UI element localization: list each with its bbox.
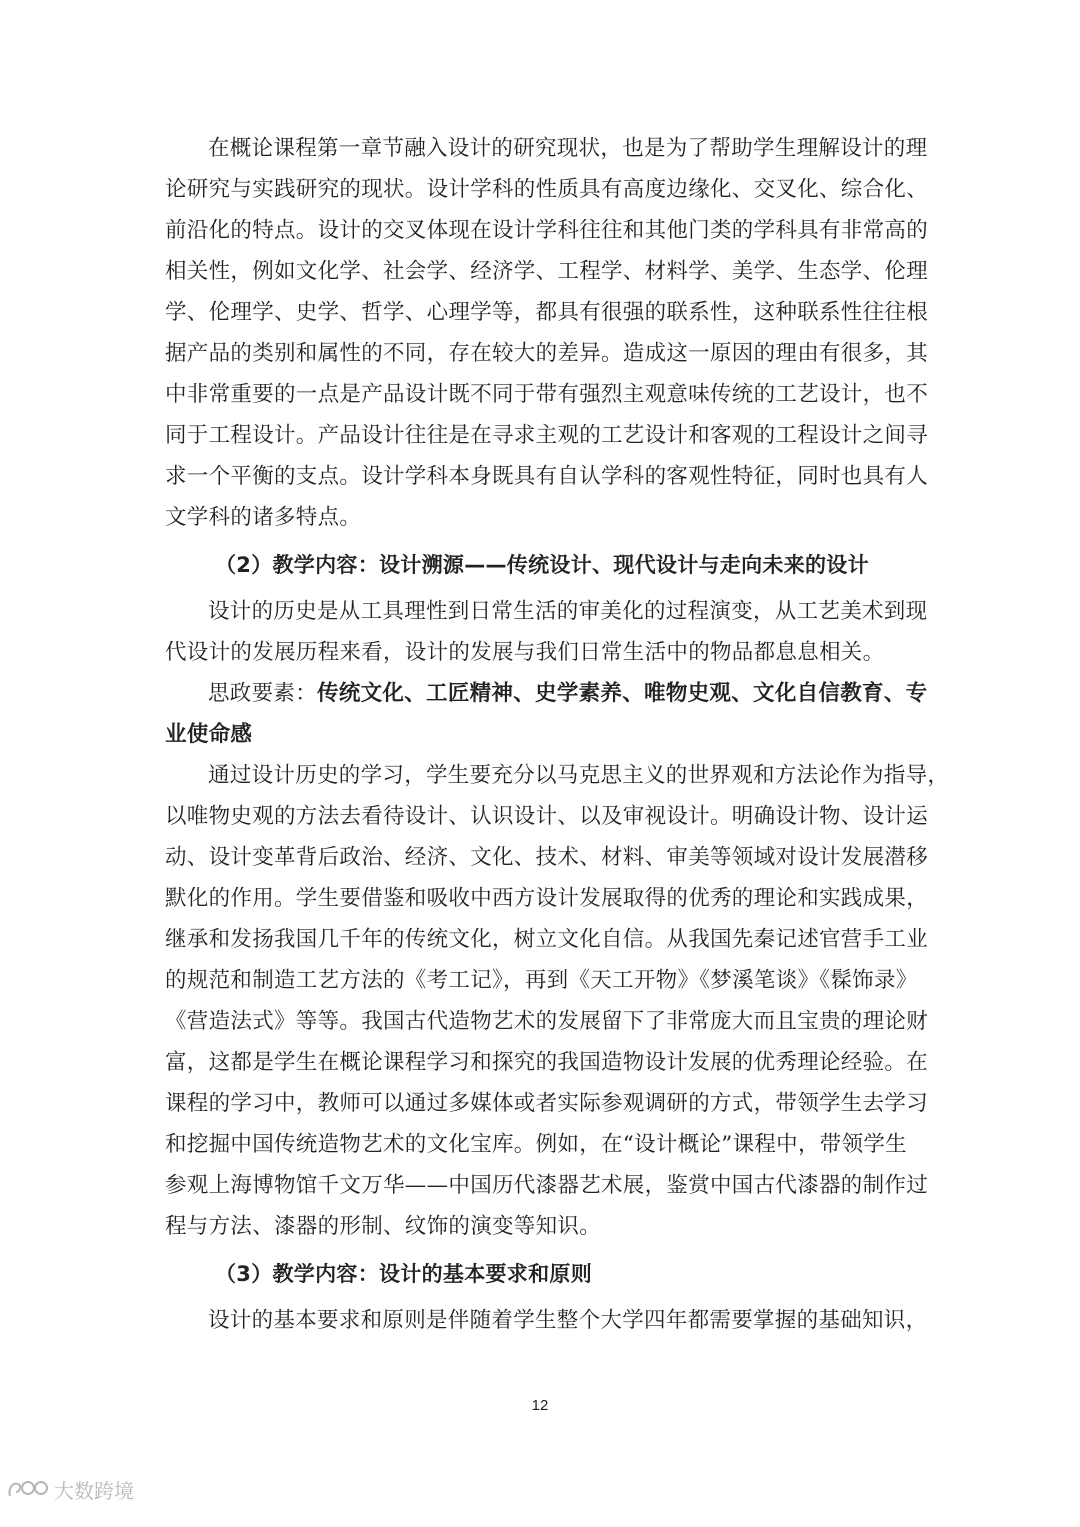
paragraph-line: 的规范和制造工艺方法的《考工记》，再到《天工开物》《梦溪笔谈》《髹饰录》	[165, 968, 918, 993]
watermark-text: 大数跨境	[54, 1479, 134, 1503]
watermark	[6, 1475, 134, 1504]
paragraph-line: 通过设计历史的学习，学生要充分以马克思主义的世界观和方法论作为指导，	[208, 763, 950, 788]
paragraph-line: 程与方法、漆器的形制、纹饰的演变等知识。	[165, 1214, 602, 1239]
paragraph-4	[165, 1300, 928, 1341]
paragraph-line: 文学科的诸多特点。	[165, 505, 362, 530]
paragraph-line: 学、伦理学、史学、哲学、心理学等，都具有很强的联系性，这种联系性往往根	[165, 300, 929, 325]
paragraph-line: 设计的基本要求和原则是伴随着学生整个大学四年都需要掌握的基础知识，	[208, 1308, 928, 1333]
paragraph-1	[165, 128, 929, 538]
paragraph-line: 课程的学习中，教师可以通过多媒体或者实际参观调研的方式，带领学生去学习	[165, 1091, 929, 1116]
paragraph-line: 和挖掘中国传统造物艺术的文化宝库。例如，在“设计概论”课程中，带领学生	[165, 1132, 907, 1157]
paragraph-2	[165, 591, 928, 673]
paragraph-line: 中非常重要的一点是产品设计既不同于带有强烈主观意味传统的工艺设计，也不	[165, 382, 929, 407]
paragraph-line: 求一个平衡的支点。设计学科本身既具有自认学科的客观性特征，同时也具有人	[165, 464, 929, 489]
sizheng-values: 传统文化、工匠精神、史学素养、唯物史观、文化自信教育、专	[317, 681, 928, 706]
paragraph-line: 代设计的发展历程来看，设计的发展与我们日常生活中的物品都息息相关。	[165, 640, 885, 665]
watermark-logo-icon	[6, 1478, 50, 1502]
paragraph-line: 据产品的类别和属性的不同，存在较大的差异。造成这一原因的理由有很多，其	[165, 341, 929, 366]
section-heading-2: （2）教学内容：设计溯源——传统设计、现代设计与走向未来的设计	[215, 553, 869, 577]
paragraph-line: 富，这都是学生在概论课程学习和探究的我国造物设计发展的优秀理论经验。在	[165, 1050, 929, 1075]
paragraph-line: 在概论课程第一章节融入设计的研究现状，也是为了帮助学生理解设计的理	[208, 136, 928, 161]
paragraph-line: 动、设计变革背后政治、经济、文化、技术、材料、审美等领域对设计发展潜移	[165, 845, 929, 870]
paragraph-line: 设计的历史是从工具理性到日常生活的审美化的过程演变，从工艺美术到现	[208, 599, 928, 624]
sizheng-values-continued: 业使命感	[165, 722, 253, 747]
paragraph-line: 以唯物史观的方法去看待设计、认识设计、以及审视设计。明确设计物、设计运	[165, 804, 929, 829]
paragraph-line: 参观上海博物馆千文万华——中国历代漆器艺术展，鉴赏中国古代漆器的制作过	[165, 1173, 929, 1198]
section-heading-3: （3）教学内容：设计的基本要求和原则	[215, 1262, 593, 1286]
sizheng-elements	[165, 673, 928, 755]
paragraph-line: 《营造法式》等等。我国古代造物艺术的发展留下了非常庞大而且宝贵的理论财	[165, 1009, 929, 1034]
sizheng-line	[165, 673, 928, 714]
page-number: 12	[531, 1397, 549, 1414]
paragraph-line: 继承和发扬我国几千年的传统文化，树立文化自信。从我国先秦记述官营手工业	[165, 927, 929, 952]
paragraph-3	[165, 755, 950, 1247]
paragraph-line: 论研究与实践研究的现状。设计学科的性质具有高度边缘化、交叉化、综合化、	[165, 177, 929, 202]
paragraph-line: 同于工程设计。产品设计往往是在寻求主观的工艺设计和客观的工程设计之间寻	[165, 423, 929, 448]
document-page	[165, 128, 950, 1341]
paragraph-line: 默化的作用。学生要借鉴和吸收中西方设计发展取得的优秀的理论和实践成果，	[165, 886, 929, 911]
paragraph-line: 前沿化的特点。设计的交叉体现在设计学科往往和其他门类的学科具有非常高的	[165, 218, 929, 243]
sizheng-label: 思政要素：	[208, 681, 318, 706]
paragraph-line: 相关性，例如文化学、社会学、经济学、工程学、材料学、美学、生态学、伦理	[165, 259, 929, 284]
